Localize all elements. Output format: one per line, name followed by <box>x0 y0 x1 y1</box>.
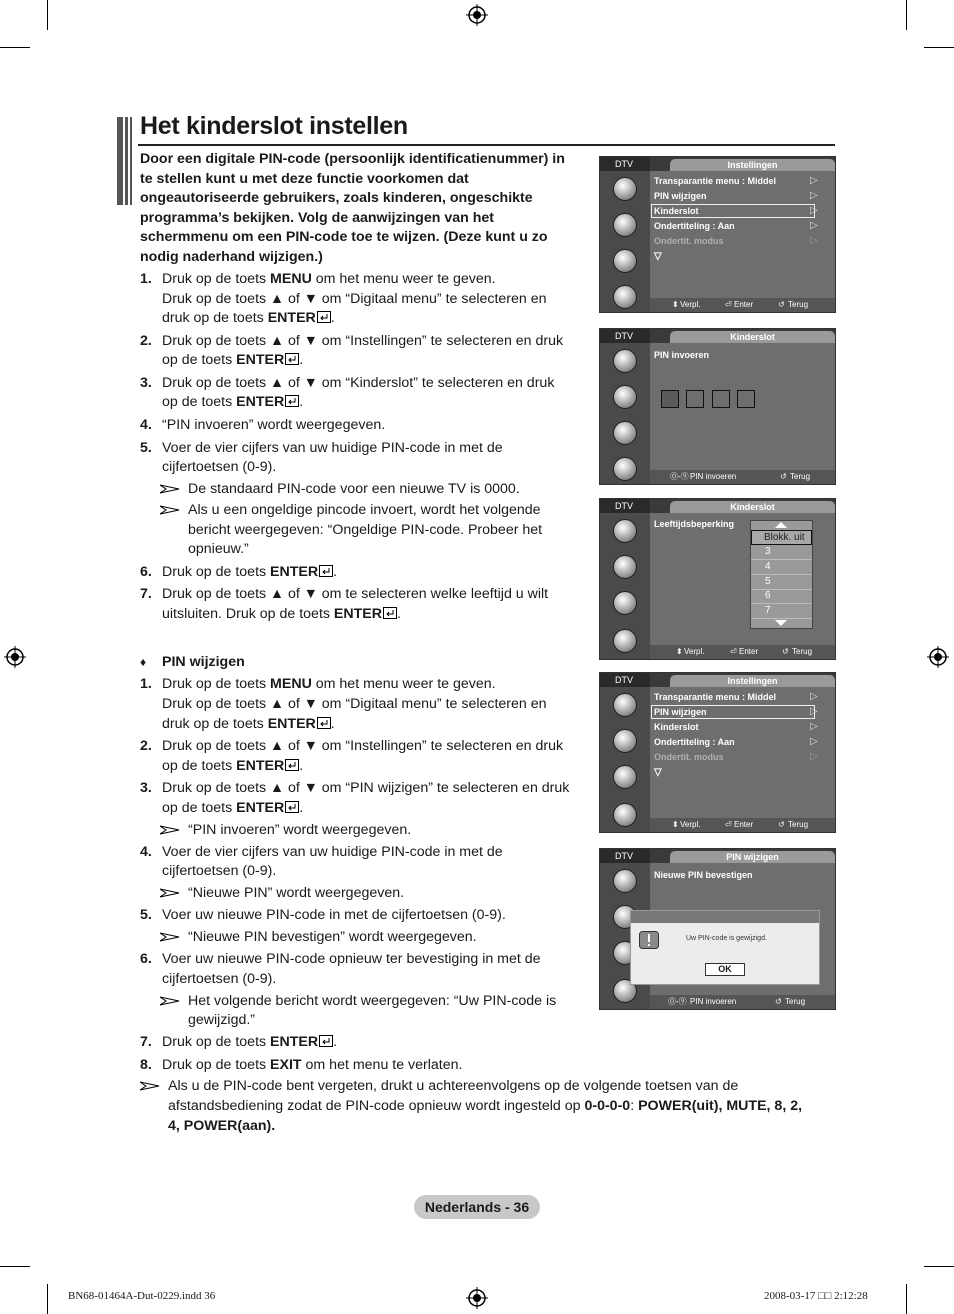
sound-icon <box>613 385 637 409</box>
step-text: cijfertoetsen (0-9). <box>162 863 277 879</box>
crop-mark <box>47 1284 48 1314</box>
return-icon: ↺ <box>780 472 787 481</box>
footer-hint: Verpl. <box>684 647 705 656</box>
note-text: Het volgende bericht wordt weergegeven: “Uw PIN-code is <box>188 993 557 1009</box>
satellite-icon <box>613 869 637 893</box>
enter-icon <box>285 395 299 407</box>
dtv-label: DTV <box>600 673 650 687</box>
settings-icon <box>613 249 637 273</box>
enter-icon <box>285 353 299 365</box>
heading-bar <box>130 117 132 205</box>
sound-icon <box>613 555 637 579</box>
crop-mark <box>47 0 48 30</box>
menu-icon-column <box>600 343 650 484</box>
screen-footer <box>650 818 835 832</box>
file-name: BN68-01464A-Dut-0229.indd 36 <box>68 1290 216 1302</box>
step-number: 5. <box>140 440 152 456</box>
settings-icon <box>613 421 637 445</box>
more-icon: ▽ <box>654 767 662 778</box>
input-icon <box>613 803 637 827</box>
menu-icon-column <box>600 171 650 312</box>
step-text: druk op de toets ENTER . <box>162 716 335 732</box>
pin-digit-box[interactable] <box>661 390 679 408</box>
pin-label: Nieuwe PIN bevestigen <box>654 870 753 880</box>
menu-item[interactable]: Kinderslot <box>654 722 699 732</box>
dialog-message: Uw PIN-code is gewijzigd. <box>686 935 767 942</box>
footer-hint: PIN invoeren <box>690 997 737 1006</box>
registration-mark-icon <box>466 4 488 26</box>
footer-hint: Enter <box>739 647 759 656</box>
arrow-right-icon: ▷ <box>810 190 818 201</box>
step-number: 7. <box>140 586 152 602</box>
step-text: op de toets ENTER . <box>162 758 304 774</box>
enter-icon <box>319 1035 333 1047</box>
footer-hint: Terug <box>788 820 809 829</box>
input-icon <box>613 285 637 309</box>
step-text: Druk op de toets MENU om het menu weer te geven. <box>162 271 496 287</box>
arrow-right-icon: ▷ <box>810 706 818 717</box>
note-text: Als u de PIN-code bent vergeten, drukt u achtereenvolgens op de volgende toetsen van de <box>168 1078 739 1094</box>
step-text: druk op de toets ENTER . <box>162 310 335 326</box>
input-icon <box>613 457 637 481</box>
menu-tab: Instellingen <box>670 159 835 171</box>
arrow-right-icon: ▷ <box>810 175 818 186</box>
menu-item[interactable]: Ondertit. modus <box>654 236 724 246</box>
step-text: Voer uw nieuwe PIN-code in met de cijfertoetsen (0-9). <box>162 907 506 923</box>
step-text: Druk op de toets ▲ of ▼ om “Kinderslot” te selecteren en druk <box>162 375 555 391</box>
intro-paragraph: Door een digitale PIN-code (persoonlijk identificatienummer) in te stellen kunt u met deze functie voorkomen dat ongeautoriseerde gebruikers, zoals kinderen, ongeschikte programma’s bekijken. Volg de aanwijzingen van het schermmenu om een PIN-code toe te wijzen. (Deze kunt u zo nodig naderhand wijzigen.) <box>140 151 565 265</box>
footer-hint: Terug <box>788 300 809 309</box>
note-arrow-icon <box>160 484 180 494</box>
note-text: “Nieuwe PIN bevestigen” wordt weergegeven. <box>188 929 477 945</box>
note-text: De standaard PIN-code voor een nieuwe TV is 0000. <box>188 481 520 497</box>
note-text: 4, POWER(aan). <box>168 1118 276 1134</box>
menu-item[interactable]: Kinderslot <box>654 206 699 216</box>
step-text: Druk op de toets ENTER . <box>162 564 338 580</box>
return-icon: ↺ <box>782 647 789 656</box>
dtv-label: DTV <box>600 849 650 863</box>
age-option[interactable]: 6 <box>751 589 812 604</box>
step-text: op de toets ENTER . <box>162 394 304 410</box>
move-icon: ⬍ <box>676 647 683 656</box>
footer-hint: PIN invoeren <box>690 472 737 481</box>
step-text: op de toets ENTER . <box>162 352 304 368</box>
arrow-right-icon: ▷ <box>810 721 818 732</box>
step-text: cijfertoetsen (0-9). <box>162 459 277 475</box>
heading-bar <box>125 117 128 205</box>
enter-icon: ⏎ <box>730 647 737 656</box>
move-icon: ⬍ <box>672 300 679 309</box>
print-date: 2008-03-17 □□ 2:12:28 <box>764 1290 868 1302</box>
arrow-right-icon: ▷ <box>810 205 818 216</box>
section-heading: PIN wijzigen <box>162 654 245 670</box>
more-icon: ▽ <box>654 251 662 262</box>
menu-item[interactable]: PIN wijzigen <box>654 191 707 201</box>
tv-screen-instellingen-pin <box>599 672 836 833</box>
arrow-right-icon: ▷ <box>810 691 818 702</box>
enter-icon <box>383 607 397 619</box>
step-number: 3. <box>140 780 152 796</box>
step-number: 6. <box>140 564 152 580</box>
note-text: gewijzigd.” <box>188 1012 256 1028</box>
crop-mark <box>906 0 907 30</box>
note-text: “Nieuwe PIN” wordt weergegeven. <box>188 885 405 901</box>
crop-mark <box>0 47 30 48</box>
step-text: Druk op de toets ▲ of ▼ om “Digitaal menu” te selecteren en <box>162 291 547 307</box>
footer-hint: Enter <box>734 300 754 309</box>
return-icon: ↺ <box>778 300 785 309</box>
registration-mark-icon <box>4 646 26 668</box>
age-option[interactable]: 3 <box>751 545 812 560</box>
note-text: Als u een ongeldige pincode invoert, wordt het volgende <box>188 502 541 518</box>
return-icon: ↺ <box>778 820 785 829</box>
screen-footer <box>650 470 835 484</box>
satellite-icon <box>613 349 637 373</box>
warning-icon <box>639 931 659 949</box>
enter-icon: ⏎ <box>725 820 732 829</box>
step-text: Druk op de toets ▲ of ▼ om “Digitaal menu” te selecteren en <box>162 696 547 712</box>
step-text: Druk op de toets ENTER . <box>162 1034 338 1050</box>
menu-item[interactable]: Ondertit. modus <box>654 752 724 762</box>
age-option[interactable]: 7 <box>751 604 812 619</box>
menu-item[interactable]: PIN wijzigen <box>654 707 707 717</box>
step-text: uitsluiten. Druk op de toets ENTER . <box>162 606 401 622</box>
step-number: 3. <box>140 375 152 391</box>
enter-icon <box>319 565 333 577</box>
confirmation-dialog <box>630 910 820 985</box>
note-text: “PIN invoeren” wordt weergegeven. <box>188 822 412 838</box>
crop-mark <box>906 1284 907 1314</box>
step-text: Druk op de toets ▲ of ▼ om “Instellingen” te selecteren en druk <box>162 738 564 754</box>
menu-icon-column <box>600 687 650 832</box>
arrow-right-icon: ▷ <box>810 235 818 246</box>
note-arrow-icon <box>160 888 180 898</box>
age-option[interactable]: 5 <box>751 575 812 590</box>
footer-hint: Verpl. <box>680 300 701 309</box>
step-number: 8. <box>140 1057 152 1073</box>
crop-mark <box>0 1266 30 1267</box>
satellite-icon <box>613 519 637 543</box>
screen-footer <box>650 995 835 1009</box>
step-number: 1. <box>140 271 152 287</box>
footer-hint: Terug <box>790 472 811 481</box>
note-text: bericht weergegeven: “Ongeldige PIN-code. Probeer het <box>188 522 543 538</box>
menu-item[interactable]: Transparantie menu : Middel <box>654 176 777 186</box>
step-number: 6. <box>140 951 152 967</box>
note-text: afstandsbediening zodat de PIN-code opnieuw wordt ingesteld op 0-0-0-0: POWER(uit), MUTE, 8, 2, <box>168 1098 803 1114</box>
menu-icon-column <box>600 513 650 659</box>
step-text: Druk op de toets ▲ of ▼ om te selecteren welke leeftijd u wilt <box>162 586 549 602</box>
step-number: 2. <box>140 738 152 754</box>
step-text: Druk op de toets MENU om het menu weer te geven. <box>162 676 496 692</box>
scroll-up-icon[interactable] <box>775 522 787 528</box>
menu-tab: PIN wijzigen <box>670 851 835 863</box>
dialog-titlebar <box>631 911 819 923</box>
pin-digit-box[interactable] <box>712 390 730 408</box>
sound-icon <box>613 729 637 753</box>
screen-footer <box>650 645 835 659</box>
pin-digit-box[interactable] <box>737 390 755 408</box>
step-text: Druk op de toets ▲ of ▼ om “PIN wijzigen” te selecteren en druk <box>162 780 570 796</box>
number-keys-icon: ⓪-⑨ <box>668 997 687 1006</box>
dtv-label: DTV <box>600 499 650 513</box>
enter-icon <box>317 311 331 323</box>
note-arrow-icon <box>160 932 180 942</box>
enter-icon <box>285 801 299 813</box>
step-text: op de toets ENTER . <box>162 800 304 816</box>
step-text: Druk op de toets ▲ of ▼ om “Instellingen” te selecteren en druk <box>162 333 564 349</box>
registration-mark-icon <box>927 646 949 668</box>
pin-label: PIN invoeren <box>654 350 710 360</box>
dtv-label: DTV <box>600 157 650 171</box>
pin-digit-box[interactable] <box>686 390 704 408</box>
step-text: cijfertoetsen (0-9). <box>162 971 277 987</box>
menu-tab: Instellingen <box>670 675 835 687</box>
age-option[interactable]: 4 <box>751 560 812 575</box>
step-number: 2. <box>140 333 152 349</box>
footer-hint: Terug <box>792 647 813 656</box>
move-icon: ⬍ <box>672 820 679 829</box>
bullet: ♦ <box>140 655 147 669</box>
menu-item[interactable]: Ondertiteling : Aan <box>654 221 735 231</box>
arrow-right-icon: ▷ <box>810 751 818 762</box>
step-number: 7. <box>140 1034 152 1050</box>
step-text: “PIN invoeren” wordt weergegeven. <box>162 417 386 433</box>
enter-icon: ⏎ <box>725 300 732 309</box>
step-text: Druk op de toets EXIT om het menu te verlaten. <box>162 1057 463 1073</box>
note-arrow-icon <box>140 1081 160 1091</box>
note-arrow-icon <box>160 996 180 1006</box>
footer-hint: Terug <box>785 997 806 1006</box>
settings-icon <box>613 765 637 789</box>
note-text: opnieuw.” <box>188 541 249 557</box>
step-number: 5. <box>140 907 152 923</box>
heading-bar <box>117 117 123 205</box>
ok-button[interactable]: OK <box>705 963 745 976</box>
registration-mark-icon <box>466 1287 488 1309</box>
age-label: Leeftijdsbeperking <box>654 519 735 529</box>
input-icon <box>613 629 637 653</box>
step-text: Voer uw nieuwe PIN-code opnieuw ter bevestiging in met de <box>162 951 541 967</box>
crop-mark <box>924 1266 954 1267</box>
enter-icon <box>317 717 331 729</box>
arrow-right-icon: ▷ <box>810 220 818 231</box>
arrow-right-icon: ▷ <box>810 736 818 747</box>
footer-hint: Enter <box>734 820 754 829</box>
menu-item[interactable]: Transparantie menu : Middel <box>654 692 777 702</box>
screen-footer <box>650 298 835 312</box>
page-number-badge: Nederlands - 36 <box>414 1195 540 1219</box>
settings-icon <box>613 591 637 615</box>
crop-mark <box>924 47 954 48</box>
age-option-selected[interactable]: Blokk. uit <box>751 530 812 545</box>
step-number: 1. <box>140 676 152 692</box>
satellite-icon <box>613 693 637 717</box>
note-arrow-icon <box>160 825 180 835</box>
tv-screen-instellingen <box>599 156 836 313</box>
step-number: 4. <box>140 844 152 860</box>
title-rule <box>138 144 835 146</box>
step-text: Voer de vier cijfers van uw huidige PIN-code in met de <box>162 440 503 456</box>
menu-item[interactable]: Ondertiteling : Aan <box>654 737 735 747</box>
scroll-down-icon[interactable] <box>775 620 787 626</box>
return-icon: ↺ <box>775 997 782 1006</box>
menu-tab: Kinderslot <box>670 331 835 343</box>
number-keys-icon: ⓪-⑨ <box>670 472 689 481</box>
page-title: Het kinderslot instellen <box>140 112 408 140</box>
satellite-icon <box>613 177 637 201</box>
step-text: Voer de vier cijfers van uw huidige PIN-code in met de <box>162 844 503 860</box>
step-number: 4. <box>140 417 152 433</box>
footer-hint: Verpl. <box>680 820 701 829</box>
enter-icon <box>285 759 299 771</box>
sound-icon <box>613 213 637 237</box>
menu-tab: Kinderslot <box>670 501 835 513</box>
dtv-label: DTV <box>600 329 650 343</box>
note-arrow-icon <box>160 505 180 515</box>
